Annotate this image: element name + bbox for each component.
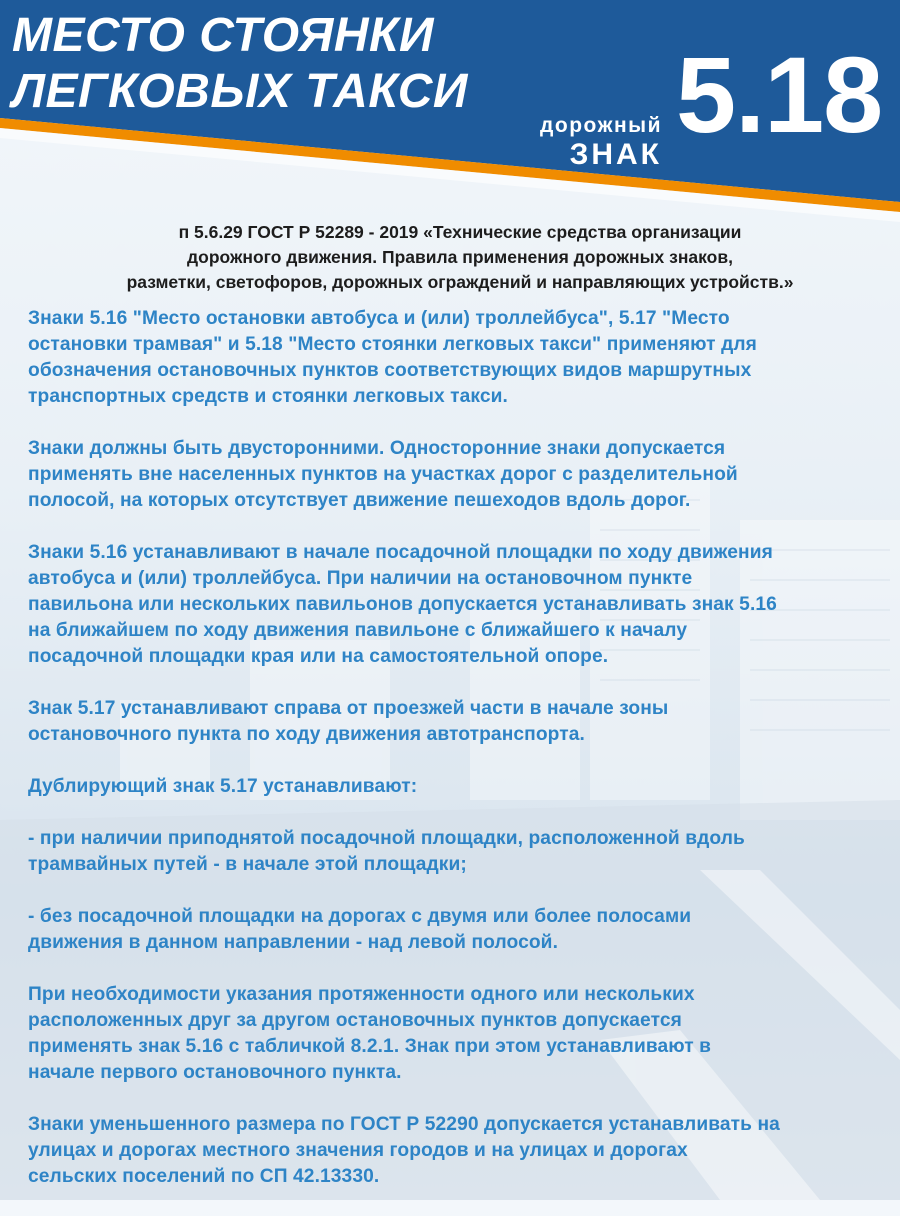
text-line: трамвайных путей - в начале этой площадки;: [28, 854, 467, 875]
text-line: - при наличии приподнятой посадочной площадки, расположенной вдоль: [28, 828, 745, 849]
gost-reference: [40, 220, 880, 295]
text-line: обозначения остановочных пунктов соответствующих видов маршрутных: [28, 360, 752, 381]
text-line: посадочной площадки края или на самостоятельной опоре.: [28, 646, 609, 667]
text-line: Знаки 5.16 устанавливают в начале посадочной площадки по ходу движения: [28, 542, 773, 563]
subtitle-road-label: дорожный: [540, 114, 662, 137]
text-line: При необходимости указания протяженности одного или нескольких: [28, 984, 695, 1005]
text-line: павильона или нескольких павильонов допускается устанавливать знак 5.16: [28, 594, 777, 615]
text-line: Знак 5.17 устанавливают справа от проезжей части в начале зоны: [28, 698, 669, 719]
paragraph-double-sided: [28, 436, 888, 514]
text-line: Дублирующий знак 5.17 устанавливают:: [28, 776, 418, 797]
text-line: расположенных друг за другом остановочных пунктов допускается: [28, 1010, 682, 1031]
subtitle-sign-label: ЗНАК: [569, 138, 662, 171]
text-line: движения в данном направлении - над левой полосой.: [28, 932, 558, 953]
paragraph-sign-5-16: [28, 540, 888, 670]
header-banner: [0, 0, 900, 230]
text-line: применять вне населенных пунктов на участках дорог с разделительной: [28, 464, 738, 485]
text-line: сельских поселений по СП 42.13330.: [28, 1166, 380, 1187]
paragraph-usage: [28, 306, 888, 410]
text-line: Знаки 5.16 "Место остановки автобуса и (или) троллейбуса", 5.17 "Место: [28, 308, 730, 329]
text-line: начале первого остановочного пункта.: [28, 1062, 402, 1083]
text-line: остановочного пункта по ходу движения автотранспорта.: [28, 724, 585, 745]
reference-line: дорожного движения. Правила применения дорожных знаков,: [187, 247, 733, 267]
text-line: Знаки уменьшенного размера по ГОСТ Р 52290 допускается устанавливать на: [28, 1114, 780, 1135]
title-line-2: ЛЕГКОВЫХ ТАКСИ: [12, 65, 468, 118]
text-line: полосой, на которых отсутствует движение пешеходов вдоль дорог.: [28, 490, 691, 511]
paragraph-reduced-size: [28, 1112, 888, 1190]
text-line: применять знак 5.16 с табличкой 8.2.1. Знак при этом устанавливают в: [28, 1036, 712, 1057]
text-line: автобуса и (или) троллейбуса. При наличии на остановочном пункте: [28, 568, 693, 589]
body-text: [28, 306, 888, 1216]
text-line: транспортных средств и стоянки легковых такси.: [28, 386, 508, 407]
title-line-1: МЕСТО СТОЯНКИ: [12, 9, 435, 62]
sign-number: 5.18: [676, 34, 883, 155]
paragraph-extent-plate: [28, 982, 888, 1086]
text-line: улицах и дорогах местного значения городов и на улицах и дорогах: [28, 1140, 688, 1161]
paragraph-duplicate-sign: [28, 774, 888, 800]
reference-line: п 5.6.29 ГОСТ Р 52289 - 2019 «Технические средства организации: [178, 222, 742, 242]
reference-line: разметки, светофоров, дорожных ограждений и направляющих устройств.»: [126, 272, 794, 292]
paragraph-sign-5-17: [28, 696, 888, 748]
text-line: остановки трамвая" и 5.18 "Место стоянки легковых такси" применяют для: [28, 334, 757, 355]
paragraph-raised-platform: [28, 826, 888, 878]
text-line: - без посадочной площадки на дорогах с двумя или более полосами: [28, 906, 692, 927]
text-line: Знаки должны быть двусторонними. Односторонние знаки допускается: [28, 438, 726, 459]
paragraph-no-platform: [28, 904, 888, 956]
text-line: на ближайшем по ходу движения павильоне с ближайшего к началу: [28, 620, 688, 641]
